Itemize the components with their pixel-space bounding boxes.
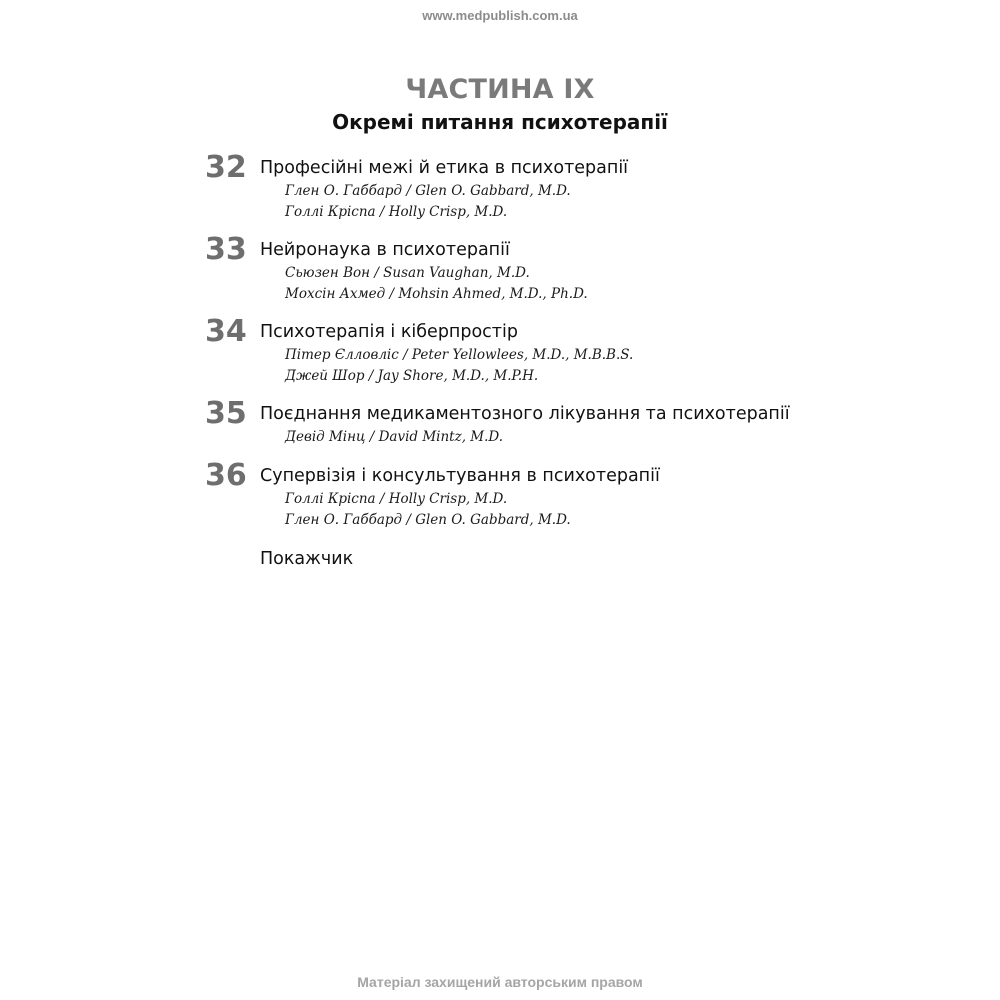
author: Джей Шор / Jay Shore, M.D., M.P.H. — [285, 367, 539, 384]
chapter-number: 33 — [205, 232, 247, 267]
part-title: ЧАСТИНА IX — [405, 74, 595, 105]
author: Глен О. Габбард / Glen O. Gabbard, M.D. — [285, 183, 571, 199]
chapter-title: Нейронаука в психотерапії — [260, 240, 510, 260]
chapter-title: Професійні межі й етика в психотерапії — [260, 158, 629, 178]
chapter-title: Психотерапія і кіберпростір — [260, 322, 518, 342]
index-label: Покажчик — [260, 549, 354, 569]
author: Мохсін Ахмед / Mohsin Ahmed, M.D., Ph.D. — [285, 285, 588, 302]
author: Голлі Кріспа / Holly Crisp, M.D. — [285, 491, 508, 507]
author: Глен О. Габбард / Glen O. Gabbard, M.D. — [285, 511, 571, 528]
part-subtitle: Окремі питання психотерапії — [332, 110, 668, 134]
chapter-number: 35 — [205, 396, 247, 431]
chapter-number: 36 — [205, 458, 247, 493]
chapter-authors — [285, 427, 503, 448]
chapter-authors — [285, 489, 571, 530]
chapter-number: 34 — [205, 314, 247, 349]
copyright-footer: Матеріал захищений авторським правом — [357, 974, 643, 990]
author: Пітер Єлловліс / Peter Yellowlees, M.D., M.B.B.S. — [285, 347, 634, 363]
chapter-number: 32 — [205, 150, 247, 185]
header-url: www.medpublish.com.ua — [422, 8, 578, 23]
chapter-authors — [285, 263, 588, 304]
author: Девід Мінц / David Mintz, M.D. — [285, 429, 504, 445]
chapter-authors — [285, 345, 633, 386]
chapter-title: Поєднання медикаментозного лікування та психотерапії — [260, 404, 790, 424]
author: Голлі Кріспа / Holly Crisp, M.D. — [285, 203, 508, 220]
chapter-title: Супервізія і консультування в психотерапії — [260, 466, 660, 486]
chapter-authors — [285, 181, 571, 222]
author: Сьюзен Вон / Susan Vaughan, M.D. — [285, 265, 530, 281]
